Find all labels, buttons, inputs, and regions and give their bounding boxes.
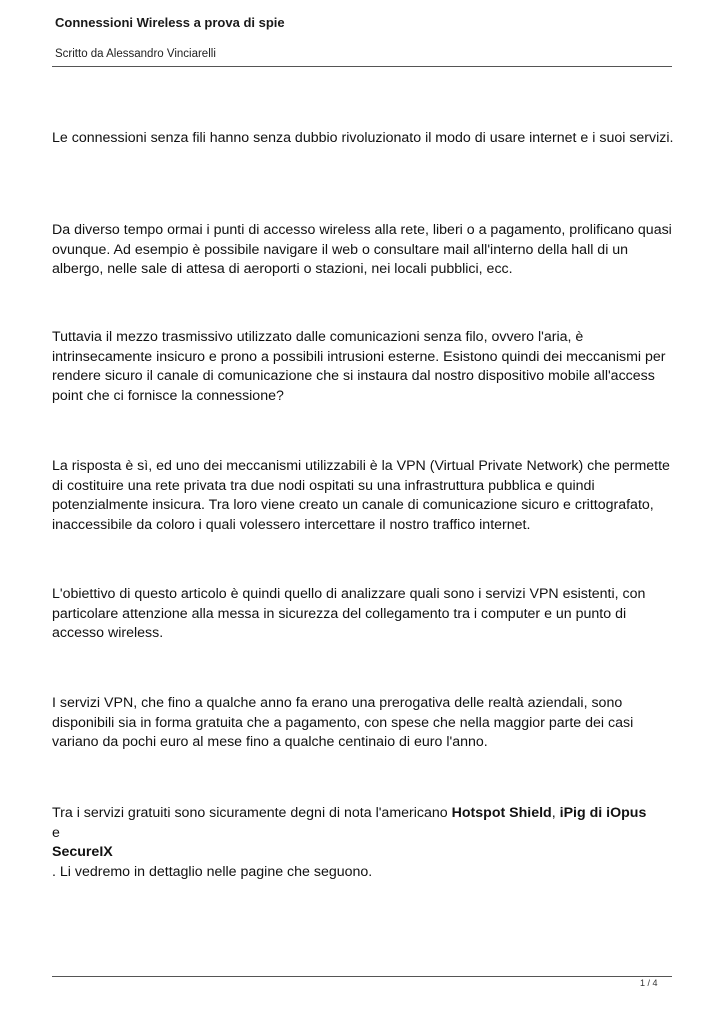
paragraph-article-goal: L'obiettivo di questo articolo è quindi quello di analizzare quali sono i servizi VPN esistenti, con particolare attenzione alla messa in sicurezza del collegamento tra i computer e un punto di accesso wireless. xyxy=(52,586,646,641)
separator-comma: , xyxy=(551,805,560,821)
article-title: Connessioni Wireless a prova di spie xyxy=(55,15,285,30)
service-secureix: SecureIX xyxy=(52,844,113,860)
page-number: 1 / 4 xyxy=(640,978,658,988)
paragraph-vpn-services: I servizi VPN, che fino a qualche anno fa erano una prerogativa delle realtà aziendali, sono disponibili sia in forma gratuita che a pagamento, con spese che nella maggior parte dei casi variano da pochi euro al mese fino a qualche centinaio di euro l'anno. xyxy=(52,695,634,750)
paragraph-intro: Le connessioni senza fili hanno senza dubbio rivoluzionato il modo di usare internet e i suoi servizi. xyxy=(52,130,674,146)
service-hotspot-shield: Hotspot Shield xyxy=(451,805,552,821)
conjunction-e: e xyxy=(52,824,60,841)
footer-divider xyxy=(52,976,672,977)
paragraph-security-question: Tuttavia il mezzo trasmissivo utilizzato dalle comunicazioni senza filo, ovvero l'aria, è intrinsecamente insicuro e prono a possibili intrusioni esterne. Esistono quindi dei meccanismi per rendere sicuro il canale di comunicazione che si instaura dal nostro dispositivo mobile all'access point che ci fornisce la connessione? xyxy=(52,329,666,404)
free-services-intro: Tra i servizi gratuiti sono sicuramente degni di nota l'americano xyxy=(52,805,452,821)
article-author: Scritto da Alessandro Vinciarelli xyxy=(55,48,216,60)
service-ipig: iPig di iOpus xyxy=(559,805,647,821)
header-divider xyxy=(52,66,672,67)
free-services-outro: . Li vedremo in dettaglio nelle pagine che seguono. xyxy=(52,863,373,880)
paragraph-access-points: Da diverso tempo ormai i punti di accesso wireless alla rete, liberi o a pagamento, prolificano quasi ovunque. Ad esempio è possibile navigare il web o consultare mail all'interno della hall di un albergo, nelle sale di attesa di aeroporti o stazioni, nei locali pubblici, ecc. xyxy=(52,222,672,277)
paragraph-free-services xyxy=(52,804,677,882)
paragraph-vpn-answer: La risposta è sì, ed uno dei meccanismi utilizzabili è la VPN (Virtual Private Network) che permette di costituire una rete privata tra due nodi ospitati su una infrastruttura pubblica e quindi potenzialmente insicura. Tra loro viene creato un canale di comunicazione sicuro e crittografato, inaccessibile da coloro i quali volessero intercettare il nostro traffico internet. xyxy=(52,458,670,533)
